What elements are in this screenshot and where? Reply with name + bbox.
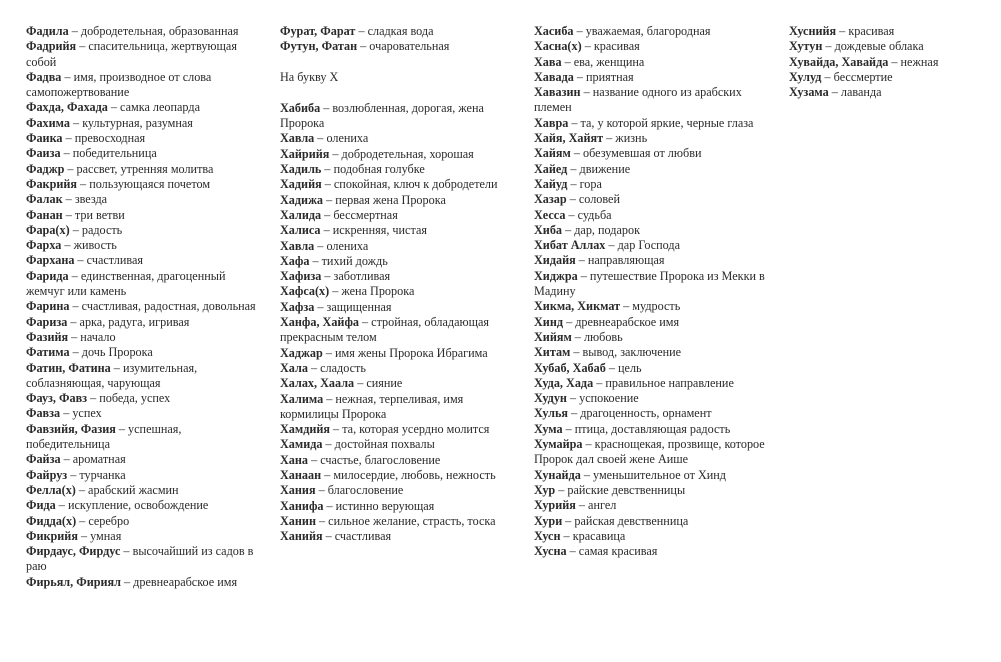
entry-meaning: – дочь Пророка bbox=[69, 345, 153, 360]
entry-meaning: – приятная bbox=[573, 69, 634, 84]
entry-name: Хаджар bbox=[280, 345, 323, 360]
column-2-main-entries bbox=[280, 101, 516, 545]
entry-meaning: – первая жена Пророка bbox=[323, 192, 446, 207]
entry-meaning: – сияние bbox=[354, 376, 403, 391]
entry-meaning: – та, которая усердно молится bbox=[330, 422, 490, 437]
entry-name: Фадва bbox=[26, 69, 62, 84]
entry-name: Хайя, Хайят bbox=[534, 131, 604, 146]
entry-meaning: – бессмертная bbox=[321, 207, 398, 222]
entry-name: Хулуд bbox=[789, 69, 822, 84]
name-entry bbox=[280, 361, 516, 376]
entry-name: Фавзийя, Фазия bbox=[26, 421, 116, 436]
name-entry bbox=[534, 253, 770, 268]
entry-meaning: – возлюбленная, дорогая, жена Пророка bbox=[280, 100, 484, 131]
name-entry bbox=[280, 239, 516, 254]
entry-name: Фида bbox=[26, 498, 56, 513]
entry-meaning: – вывод, заключение bbox=[570, 345, 682, 360]
entry-meaning: – олениха bbox=[314, 131, 369, 146]
entry-meaning: – лаванда bbox=[828, 85, 882, 100]
entry-meaning: – победа, успех bbox=[87, 391, 171, 406]
entry-meaning: – спасительница, жертвующая собой bbox=[26, 39, 237, 69]
entry-meaning: – цель bbox=[605, 360, 642, 375]
entry-meaning: – мудрость bbox=[620, 299, 681, 314]
name-entry bbox=[534, 483, 770, 498]
entry-meaning: – серебро bbox=[76, 513, 130, 528]
name-entry bbox=[534, 146, 770, 161]
name-entry bbox=[280, 147, 516, 162]
name-entry bbox=[26, 116, 262, 131]
name-entry bbox=[280, 24, 516, 39]
section-heading-kh: На букву Х bbox=[280, 69, 339, 84]
name-entry bbox=[26, 544, 262, 575]
entry-name: Хинд bbox=[534, 314, 564, 329]
entry-name: Хавла bbox=[280, 131, 315, 146]
name-entry bbox=[534, 299, 770, 314]
entry-name: Фахда, Фахада bbox=[26, 100, 108, 115]
entry-meaning: – ангел bbox=[575, 498, 617, 513]
entry-name: Фариза bbox=[26, 314, 68, 329]
name-entry bbox=[26, 162, 262, 177]
entry-name: Хамдийя bbox=[280, 422, 330, 437]
entry-name: Фархана bbox=[26, 253, 75, 268]
entry-meaning: – начало bbox=[68, 329, 116, 344]
entry-meaning: – радость bbox=[69, 222, 123, 237]
entry-meaning: – дождевые облака bbox=[822, 39, 924, 54]
entry-meaning: – очаровательная bbox=[357, 39, 450, 54]
name-entry bbox=[280, 346, 516, 361]
entry-name: Файза bbox=[26, 452, 61, 467]
entry-name: Хунайда bbox=[534, 467, 581, 482]
entry-name: Хутун bbox=[789, 39, 823, 54]
name-entry bbox=[280, 131, 516, 146]
name-entry bbox=[280, 101, 516, 132]
name-entry bbox=[534, 177, 770, 192]
entry-meaning: – направляющая bbox=[575, 253, 665, 268]
entry-name: Хибат Аллах bbox=[534, 238, 606, 253]
entry-name: Хитам bbox=[534, 345, 571, 360]
name-entry bbox=[26, 131, 262, 146]
entry-name: Хадиль bbox=[280, 162, 322, 177]
column-2 bbox=[280, 24, 516, 545]
entry-name: Халах, Хаала bbox=[280, 376, 355, 391]
name-entry bbox=[26, 39, 262, 70]
entry-meaning: – заботливая bbox=[321, 269, 391, 284]
entry-meaning: – красивая bbox=[836, 24, 895, 38]
entry-name: Ханаан bbox=[280, 468, 322, 483]
entry-name: Фарина bbox=[26, 299, 70, 314]
entry-meaning: – достойная похвалы bbox=[322, 437, 435, 452]
entry-meaning: – искренняя, чистая bbox=[320, 223, 427, 238]
entry-name: Хафа bbox=[280, 253, 310, 268]
name-entry bbox=[534, 529, 770, 544]
entry-name: Хуснийя bbox=[789, 24, 837, 38]
entry-meaning: – счастливая bbox=[74, 253, 144, 268]
entry-meaning: – высочайший из садов в раю bbox=[26, 544, 254, 574]
name-entry bbox=[534, 544, 770, 559]
name-entry bbox=[280, 269, 516, 284]
entry-name: Фирдаус, Фирдус bbox=[26, 544, 121, 559]
entry-meaning: – арка, радуга, игривая bbox=[67, 314, 190, 329]
entry-meaning: – название одного из арабских племен bbox=[534, 85, 742, 115]
entry-meaning: – красивая bbox=[581, 39, 640, 54]
name-entry bbox=[26, 514, 262, 529]
name-entry bbox=[534, 208, 770, 223]
entry-meaning: – защищенная bbox=[314, 299, 392, 314]
name-entry bbox=[26, 253, 262, 268]
entry-meaning: – судьба bbox=[565, 207, 612, 222]
name-entry bbox=[280, 284, 516, 299]
entry-name: Хувайда, Хавайда bbox=[789, 54, 889, 69]
name-entry bbox=[280, 392, 516, 423]
name-entry bbox=[280, 529, 516, 544]
entry-name: Хафса(х) bbox=[280, 284, 330, 299]
entry-meaning: – дар, подарок bbox=[562, 222, 640, 237]
entry-meaning: – единственная, драгоценный жемчуг или камень bbox=[26, 268, 226, 299]
entry-meaning: – успешная, победительница bbox=[26, 421, 182, 452]
name-entry bbox=[534, 24, 770, 39]
entry-name: Хафиза bbox=[280, 269, 322, 284]
entry-name: Фарида bbox=[26, 268, 69, 283]
entry-name: Хиджра bbox=[534, 268, 578, 283]
name-entry bbox=[26, 238, 262, 253]
entry-meaning: – истинно верующая bbox=[323, 498, 435, 513]
entry-meaning: – культурная, разумная bbox=[70, 115, 193, 130]
entry-name: Ханийя bbox=[280, 529, 323, 544]
entry-meaning: – умная bbox=[77, 528, 122, 543]
name-entry bbox=[280, 437, 516, 452]
name-entry bbox=[534, 116, 770, 131]
entry-meaning: – обезумевшая от любви bbox=[570, 146, 702, 161]
entry-name: Фадила bbox=[26, 24, 69, 38]
entry-name: Фидда(х) bbox=[26, 513, 77, 528]
name-entry bbox=[26, 208, 262, 223]
entry-meaning: – добродетельная, хорошая bbox=[329, 146, 474, 161]
entry-meaning: – птица, доставляющая радость bbox=[562, 421, 731, 436]
entry-name: Ханин bbox=[280, 513, 316, 528]
entry-name: Хумайра bbox=[534, 437, 583, 452]
entry-meaning: – звезда bbox=[62, 192, 108, 207]
entry-name: Фаджр bbox=[26, 161, 65, 176]
entry-name: Хавада bbox=[534, 69, 574, 84]
name-entry bbox=[789, 70, 989, 85]
entry-name: Фатин, Фатина bbox=[26, 360, 111, 375]
name-entry bbox=[280, 223, 516, 238]
entry-meaning: – самая красивая bbox=[566, 544, 658, 559]
entry-name: Хидайя bbox=[534, 253, 576, 268]
name-entry bbox=[26, 269, 262, 300]
name-entry bbox=[534, 39, 770, 54]
entry-meaning: – бессмертие bbox=[821, 69, 893, 84]
name-entry bbox=[280, 499, 516, 514]
entry-meaning: – спокойная, ключ к добродетели bbox=[321, 177, 498, 192]
entry-name: Хулья bbox=[534, 406, 569, 421]
name-entry bbox=[534, 192, 770, 207]
entry-meaning: – дар Господа bbox=[605, 238, 680, 253]
name-entry bbox=[534, 422, 770, 437]
entry-name: Халима bbox=[280, 391, 324, 406]
entry-meaning: – гора bbox=[567, 176, 602, 191]
column-1 bbox=[26, 24, 262, 590]
entry-name: Файруз bbox=[26, 467, 68, 482]
entry-meaning: – успокоение bbox=[566, 391, 639, 406]
entry-name: Хайям bbox=[534, 146, 571, 161]
entry-meaning: – имя жены Пророка Ибрагима bbox=[322, 345, 488, 360]
entry-name: Хадийя bbox=[280, 177, 322, 192]
entry-meaning: – счастливая, радостная, довольная bbox=[69, 299, 256, 314]
entry-meaning: – милосердие, любовь, нежность bbox=[321, 468, 496, 483]
entry-name: Хайед bbox=[534, 161, 568, 176]
entry-name: Хабиба bbox=[280, 100, 321, 115]
name-entry bbox=[534, 315, 770, 330]
entry-name: Факрийя bbox=[26, 176, 77, 191]
name-entry bbox=[534, 85, 770, 116]
entry-meaning: – счастье, благословение bbox=[308, 452, 441, 467]
entry-meaning: – стройная, обладающая прекрасным телом bbox=[280, 315, 489, 345]
entry-name: Хайуд bbox=[534, 176, 568, 191]
entry-name: Хайрийя bbox=[280, 146, 330, 161]
name-entry bbox=[26, 177, 262, 192]
name-entry bbox=[26, 483, 262, 498]
name-entry bbox=[789, 85, 989, 100]
entry-meaning: – олениха bbox=[314, 238, 369, 253]
column-3 bbox=[534, 24, 770, 559]
entry-name: Хур bbox=[534, 482, 556, 497]
entry-name: Фара(х) bbox=[26, 222, 70, 237]
entry-meaning: – нежная, терпеливая, имя кормилицы Пророка bbox=[280, 391, 464, 421]
entry-name: Фазийя bbox=[26, 329, 69, 344]
name-entry bbox=[280, 315, 516, 346]
entry-name: Худун bbox=[534, 391, 567, 406]
entry-name: Хесса bbox=[534, 207, 566, 222]
entry-meaning: – райская девственница bbox=[562, 513, 689, 528]
name-entry bbox=[26, 345, 262, 360]
entry-name: Хасна(х) bbox=[534, 39, 582, 54]
entry-name: Футун, Фатан bbox=[280, 39, 358, 54]
entry-meaning: – нежная bbox=[888, 54, 939, 69]
entry-meaning: – успех bbox=[60, 406, 102, 421]
name-entry bbox=[534, 269, 770, 300]
entry-name: Фарха bbox=[26, 238, 62, 253]
name-entry bbox=[534, 330, 770, 345]
entry-meaning: – арабский жасмин bbox=[75, 482, 179, 497]
name-entry bbox=[26, 498, 262, 513]
name-entry bbox=[534, 514, 770, 529]
name-entry bbox=[534, 391, 770, 406]
entry-name: Халиса bbox=[280, 223, 321, 238]
name-entry bbox=[26, 70, 262, 101]
entry-meaning: – сильное желание, страсть, тоска bbox=[315, 513, 496, 528]
entry-meaning: – пользующаяся почетом bbox=[77, 176, 211, 191]
entry-meaning: – живость bbox=[61, 238, 117, 253]
name-entry bbox=[280, 39, 516, 54]
entry-name: Хазар bbox=[534, 192, 567, 207]
name-entry bbox=[26, 146, 262, 161]
entry-meaning: – древнеарабское имя bbox=[563, 314, 680, 329]
name-entry bbox=[280, 453, 516, 468]
entry-meaning: – ароматная bbox=[60, 452, 126, 467]
name-entry bbox=[280, 376, 516, 391]
name-entry bbox=[26, 575, 262, 590]
entry-meaning: – уважаемая, благородная bbox=[573, 24, 711, 38]
name-entry bbox=[280, 162, 516, 177]
entry-name: Фахима bbox=[26, 115, 70, 130]
name-entry bbox=[534, 131, 770, 146]
entry-name: Фелла(х) bbox=[26, 482, 76, 497]
name-entry bbox=[280, 208, 516, 223]
entry-meaning: – краснощекая, прозвище, которое Пророк дал своей жене Аише bbox=[534, 437, 765, 467]
name-entry bbox=[26, 192, 262, 207]
name-entry bbox=[26, 468, 262, 483]
entry-meaning: – три ветви bbox=[62, 207, 125, 222]
name-entry bbox=[534, 361, 770, 376]
entry-name: Хафза bbox=[280, 299, 315, 314]
name-entry bbox=[534, 238, 770, 253]
entry-name: Хури bbox=[534, 513, 563, 528]
name-entry bbox=[26, 452, 262, 467]
entry-meaning: – та, у которой яркие, черные глаза bbox=[568, 115, 754, 130]
entry-meaning: – сладость bbox=[307, 360, 366, 375]
name-entry bbox=[280, 254, 516, 269]
name-entry bbox=[26, 315, 262, 330]
entry-meaning: – древнеарабское имя bbox=[120, 574, 238, 589]
entry-name: Фурат, Фарат bbox=[280, 24, 356, 38]
entry-name: Фаика bbox=[26, 131, 63, 146]
entry-meaning: – драгоценность, орнамент bbox=[568, 406, 712, 421]
name-entry bbox=[280, 514, 516, 529]
name-entry bbox=[534, 162, 770, 177]
name-entry bbox=[534, 345, 770, 360]
name-entry bbox=[534, 468, 770, 483]
entry-name: Хамида bbox=[280, 437, 323, 452]
entry-name: Фадрийя bbox=[26, 39, 77, 54]
entry-meaning: – правильное направление bbox=[593, 375, 734, 390]
entry-name: Хусн bbox=[534, 528, 561, 543]
entry-name: Хикма, Хикмат bbox=[534, 299, 621, 314]
entry-meaning: – превосходная bbox=[62, 131, 146, 146]
entry-meaning: – искупление, освобождение bbox=[55, 498, 209, 513]
entry-name: Фавза bbox=[26, 406, 61, 421]
name-entry bbox=[280, 193, 516, 208]
entry-name: Халида bbox=[280, 207, 322, 222]
name-entry bbox=[26, 24, 262, 39]
entry-meaning: – благословение bbox=[315, 483, 404, 498]
entry-name: Хала bbox=[280, 360, 308, 375]
entry-name: Ханфа, Хайфа bbox=[280, 315, 359, 330]
entry-meaning: – добродетельная, образованная bbox=[68, 24, 239, 38]
entry-name: Хузама bbox=[789, 85, 829, 100]
entry-meaning: – уменьшительное от Хинд bbox=[580, 467, 727, 482]
name-entry bbox=[26, 330, 262, 345]
entry-name: Фауз, Фавз bbox=[26, 391, 88, 406]
name-entry bbox=[280, 483, 516, 498]
entry-meaning: – имя, производное от слова самопожертвование bbox=[26, 69, 212, 100]
entry-name: Хадижа bbox=[280, 192, 324, 207]
name-entry bbox=[789, 39, 989, 54]
name-entry bbox=[26, 422, 262, 453]
name-entry bbox=[280, 422, 516, 437]
name-entry bbox=[26, 391, 262, 406]
entry-name: Хава bbox=[534, 54, 562, 69]
entry-meaning: – жена Пророка bbox=[329, 284, 415, 299]
name-entry bbox=[534, 55, 770, 70]
entry-name: Хана bbox=[280, 452, 309, 467]
name-entry bbox=[534, 437, 770, 468]
entry-meaning: – победительница bbox=[60, 146, 157, 161]
entry-meaning: – изумительная, соблазняющая, чарующая bbox=[26, 360, 198, 390]
entry-meaning: – жизнь bbox=[603, 131, 648, 146]
entry-name: Фалак bbox=[26, 192, 63, 207]
name-entry bbox=[280, 468, 516, 483]
entry-name: Фаиза bbox=[26, 146, 61, 161]
name-entry bbox=[26, 361, 262, 392]
entry-meaning: – ева, женщина bbox=[561, 54, 645, 69]
entry-meaning: – самка леопарда bbox=[107, 100, 200, 115]
name-entry bbox=[26, 299, 262, 314]
entry-name: Фикрийя bbox=[26, 528, 78, 543]
entry-name: Ханифа bbox=[280, 498, 324, 513]
name-entry bbox=[534, 223, 770, 238]
name-entry bbox=[789, 24, 989, 39]
entry-name: Фанан bbox=[26, 207, 63, 222]
entry-name: Хавазин bbox=[534, 85, 581, 100]
name-entry bbox=[26, 406, 262, 421]
entry-meaning: – райские девственницы bbox=[555, 482, 686, 497]
name-entry bbox=[26, 529, 262, 544]
name-entry bbox=[26, 100, 262, 115]
entry-meaning: – соловей bbox=[566, 192, 620, 207]
entry-name: Хавра bbox=[534, 115, 569, 130]
entry-meaning: – любовь bbox=[571, 329, 623, 344]
name-entry bbox=[534, 376, 770, 391]
entry-name: Хавла bbox=[280, 238, 315, 253]
entry-meaning: – рассвет, утренняя молитва bbox=[64, 161, 214, 176]
entry-meaning: – сладкая вода bbox=[355, 24, 434, 38]
column-2-top-entries bbox=[280, 24, 516, 55]
entry-meaning: – счастливая bbox=[322, 529, 392, 544]
entry-name: Хийям bbox=[534, 329, 572, 344]
entry-name: Хусна bbox=[534, 544, 567, 559]
entry-name: Хания bbox=[280, 483, 316, 498]
entry-meaning: – красавица bbox=[560, 528, 626, 543]
name-entry bbox=[280, 177, 516, 192]
entry-meaning: – путешествие Пророка из Мекки в Мадину bbox=[534, 268, 765, 299]
name-entry bbox=[789, 55, 989, 70]
entry-name: Хума bbox=[534, 421, 563, 436]
entry-name: Хубаб, Хабаб bbox=[534, 360, 606, 375]
entry-name: Худа, Хада bbox=[534, 375, 594, 390]
name-entry bbox=[26, 223, 262, 238]
entry-meaning: – тихий дождь bbox=[309, 253, 388, 268]
entry-name: Хасиба bbox=[534, 24, 574, 38]
entry-name: Фатима bbox=[26, 345, 70, 360]
name-entry bbox=[280, 300, 516, 315]
entry-meaning: – движение bbox=[567, 161, 631, 176]
name-entry bbox=[534, 498, 770, 513]
entry-name: Фирьял, Фириял bbox=[26, 574, 121, 589]
entry-meaning: – турчанка bbox=[67, 467, 126, 482]
name-entry bbox=[534, 406, 770, 421]
entry-name: Хурийя bbox=[534, 498, 576, 513]
column-4 bbox=[789, 24, 989, 100]
entry-name: Хиба bbox=[534, 222, 563, 237]
entry-meaning: – подобная голубке bbox=[321, 162, 425, 177]
name-entry bbox=[534, 70, 770, 85]
